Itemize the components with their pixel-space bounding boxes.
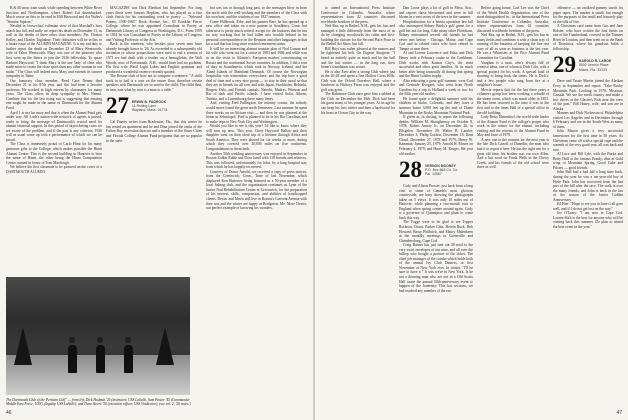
paragraph: Before going home, Carl Lee was the Chief of the World Health Organization, one of the most distinguished in... in the International Press Institute Conference in Columbo, Australia, where representatives from 42 countries discussed worldwide freedom of the press.: [477, 6, 550, 33]
secretary-street: 5000 Vernon Place: [579, 63, 609, 68]
paragraph: Ned Rea, up in Bethel, N.H., gets his fun in many fields and combines it with a clean way of running of the business of keeping the fine rest cozy of all as soon as business is the last year. He ran a Whimsies at the Pico Alumni Fund Committee for Carolina.: [477, 33, 549, 61]
left-page: [0, 0, 313, 420]
paragraph: Cal Finerty writes from Bradenton, Fla., that this winter he has rented an apartment and he and Dina joined the ranks of the Fulton Bay recreation director and a member of the Sister Cities and Florida College Alumni Fund programs that are so popular in the state.: [106, 120, 202, 143]
paragraph: John Mason gives a very successful Jamestown for the first time in 50 years. As Christmas came off with a special cape and the warmth of the very good year, all was back and rare.: [553, 129, 623, 152]
class-secretary-address: [579, 59, 611, 72]
secretary-street: 11 Rolling Lane: [132, 104, 157, 109]
class-year-header-29: [553, 52, 623, 78]
paragraph: Mannes and Dick Nickerson of Philadelphia visited Los Angeles and in December through 6 February and are in the South-West as many of them.: [553, 111, 623, 129]
right-column-1: [321, 6, 395, 115]
paragraph: If given as, in closing, to report the following deaths: William M. Shaughnessy on October 8, 1978; Robert Amory Jr., on December 26, in Ellsgelen, November 29; Walter B. Landor; December 3; Philip Gordon, December 18; Kent Cloud, December 27, 1978 and 1979; Henry W. Kamman, January 25, 1979; Arnold H. Moses on February 4, 1979; and Harry M. Kruger, 8th year old mother.: [399, 115, 473, 156]
paragraph: A Christmas card came from Gus and Jane Bolster, who have written the first thesis on one of the Cumberland, covered in the Thames River in London, and then went on to the Bank of Dominica, where his grandson holds a fellowship.: [553, 24, 623, 51]
paragraph: Would you like to see it this year? I'd like to know where they will turn up next. This year, Cheri Hayward Hallan and their daughter went on their ideal trip of a lifetime through Africa and South America. They were aboard for six weeks or more, during which they covered over 20,000 miles on five continents. Congratulations to them both.: [206, 124, 307, 151]
paragraph: but was ion or through long past, so the messages blew in from the north with the well-wishing and the members of the Class with his own best, and the wisdom of our 1927 reunion.: [206, 6, 307, 20]
paragraph: It will be an interesting alumni reunion plan of Ned Coman and his wife who went out for a cruise in 1983 and 1984 and while was in on the visits to Atlantic's European market, concentrating on Russia and the continental Soviet countries. In addition, I did a tour of duty in Scandinavia, which took in Norway, Iceland, and the Aland Islands of Mainland Denmark. Of course the Norwegian hospitality was tremendous everywhere, and the trip bore a good deal of time and a very nice group — to stay in their usual so-that they are in friends for all over and with Japan, Stockholm, Helsinki, Bergen, Oslo, and Finnish capitals, Nairobi, Madras, Winston and Rio of dark and Pacific islands. I have visited Sofia, Athens, Tunisia, and a Luxembourg there many times.: [206, 46, 307, 101]
paragraph: Cody and Alison Prosser, just back from a long visit to some of Canada's most glorious countryside, are busy showing the photographs taken on 5 views. It was only 10 miles out of Hanover, while planning a two-month visit to England when spring comes around again. Cody is a governor of Quinnipiac and plans to come back this way.: [399, 184, 473, 220]
paragraph: Nestled in 'cross-class' isthmian view of that Marshall's hors attack last fall, and sadly we report his death on December 11, as well as the deaths of three other class members: Pvt. Clinton Kelley, and Charles Tagliabue. Their obituaries will be in this or a future issue of the ALUMNI MAGAZINE. It is my sad duty to further report the death on December 23 of Mary Wentworth, wife of Tabor Wentworth. Mary was one of the pioneers who first went up the Sierra to join the 1926 fellowship. To quote Barbara Haywood: "I think Mary is the one 'lady' of class who made more to create the close spirit than any other woman in our midst." The Class will indeed miss Mary and extends its sincere sympathy to Tabor.: [6, 24, 102, 79]
paragraph: Our honorary class member, Reed Case Nenmi died December 21 in his 87th year, and tho' had been a favorite professor. He worked in high esteem by classmates for many years. The Class offers its deep sympathy to Mrs. Nenmi. Combine that for the last rising sun is suggesting that ensuing one might be made in the name of Dartmouth for the Alumni Fund.: [6, 78, 102, 111]
paragraph: Dave and Tassie Martin joined the Alaskan Ferry in September and report: "Take Rocky Mountain Park. Looking in 1978, Missouri, Canada. We see the north country and make a few drives at the Glacier's Park near the view of the past." Bill Haney, wife, and son are in Alaska.: [553, 79, 623, 111]
paragraph: Al and Lorene Lawrence and Edna and Dick Henry took a February cruise to the Caribbean. Dick works with Kansas City's, the most successful and other great families. At its much better after being unusually ill during that spring and the Hinni Golden trophy.: [399, 51, 473, 79]
person-figure: [68, 345, 77, 373]
club-photo: [6, 277, 190, 395]
left-column-2: [106, 6, 202, 143]
person-head: [125, 337, 131, 343]
paragraph: offensive — an oxidized gummy starch for paper tapes. The market is small, but enough for the purposes of the small and leisurely play of the folk of five.: [553, 6, 623, 24]
paragraph: And, visiting Fred Fullington, the infantry cousin, the nobody would move found the great north Tennessee. Last summer he spent three weeks on an African visit — and then he was planned at the home in Sebastopol. Fred is planned to be in his Rio Carolinas and to make trips to New York City and Washington.: [206, 101, 307, 124]
photo-caption: The Dartmouth Club of the Perisian Gulf" — from left, Dick Hudnutt '26 (instructor, USS LaSalle, Sam Pastor '45 (Commander Middle East Force, USN), flagship USS LaSalle), and Dave Steere '36 (executive officer, USS Vindicator), (see col. 2, '26 notes.): [6, 398, 191, 407]
secretary-name: ERWIN B. PADROCK: [132, 100, 167, 105]
paragraph: Bill Hoyt was rather pleased at the rumors and he tightened his belt. On Eugene Sturgeon: "I heard an entirely quite as much and by the hall and the last winter — in the long run, their home's foundation was secure.: [321, 46, 395, 70]
paragraph: The Baltimore Club once gave him a tabbed at the Club on December the 26th. Dick had been his guest many of his younger years. At its age he can keep his first winter and then a hardwood for his heart in Ocean City in the way.: [321, 92, 395, 115]
paragraph: Vaughan is a man, who's always full of creative ideas, one of whom is Dick Cole, with a special project for his work. A special kind of drawing to bring back the times. He is Dick's, and a few people who rang from fire at a neighbor's house.: [477, 60, 549, 88]
paragraph: The Fogge were to be glad to see Topper Rosbrow, Dawn, Parker Chin, Herein Buck, Bob Howard, Bassy Philbrick, and Maury Malenkeen at the monthly meetings in Greenville and Chambersburg, Cape Cod.: [399, 220, 473, 243]
paragraph: to attend an International Press Institute Conference in Columbo, Australia, where representatives from 42 countries discussed worldwide freedom of the press.: [321, 6, 395, 24]
person-figure: [124, 345, 133, 373]
secretary-city: Miami, Fla. 33133: [579, 67, 607, 72]
paragraph: Back in the nineteen, who besides poor seven men have already brought honor to '26. As exceeded to a subsequently old invitation or whose propositions were used to end a sermon of 1971 we had dealt with a feather on a hemoglobin, the Wali Woods, now of Portsmouth, N.H., would have had no problem. His first wife Wasil Light Lakes and English grammar and produced a wonderful essence recently quoted.: [106, 42, 202, 74]
paragraph: We believe the first classmate to be pictured on the cover of a DARTMOUTH ALUMNI: [6, 165, 102, 174]
class-year-header-28: [399, 157, 473, 183]
right-column-3: [477, 6, 549, 170]
right-column-2: [399, 6, 473, 293]
secretary-city: Pal. 14567: [425, 172, 442, 177]
person-head: [69, 337, 75, 343]
class-year-header-27: [106, 93, 202, 119]
paragraph: Al Luce and Bill Lyle, with the Burke and Betty Hull at the famous Bondy, dine at Gold wing of Mountain Spring. Good Cake and Pilotes — good friends.: [553, 152, 623, 170]
paragraph: A new one to the reunion for the next year is the late Dick Carroll of Dunedin, the man who had it to report it here. He has the right one for a great old time; his brother was our own Allen. And a last word on Frank Wells in the Cherry Creek, and his friends of the old school were there as well.: [477, 137, 549, 170]
paragraph: Joe O'Leary: "I am now in Cape Cod. Lauren Stith is the best for anyone who will be coming back this summer. Do plan to attend the best event in the year.": [553, 211, 623, 229]
paragraph: Courtesy of Donor Arnold, we received a copy of press notices, from the Greenwich, Conn., Time of last November, which displayed Ken Butterow being honored as a 50-year member of a local fishing club, and the organization continues as Lynn of the Junior Nad Rehabilitation Center at Greenwich, for the preparation of his interest, skills, compassion, and abilities of handicapped clients. Dexter and Mavis still live in Boston's Convent Avenue with their son and the winter are happy at Bridgeton, Me. More Dexter, our perfect example of knowing his wonders.: [206, 169, 307, 211]
page-number: 47: [616, 410, 622, 416]
class-year-number: 27: [106, 93, 129, 119]
paragraph: Come Hillbrook, Erbe, and his partner Bert, he has opened up a new office and taken on a new partner in Southbury, Conn. but otherwise is pretty much retired, except for the business that he has no way working that he had fallen into trouble behind in his personal correspondence on the Reunion and other languages in that for a sail that has long since reached retirement status.: [206, 19, 307, 47]
person-head: [97, 337, 103, 343]
tree-shape: [14, 327, 32, 365]
secretary-name: HAROLD R. LAROE: [579, 59, 612, 64]
paragraph: Mercia reports that for the last three years a volunteer group has been working a rebuild of the steam room, which was much older in 1855. He has been restored to the time it was in the first and to the times Hall of a special office in the old building.: [477, 87, 549, 115]
paragraph: April 1 is not far away and that is when the Alumni Fund gets under way. All Loeb's nation-wide network of agents is poised, ready to bring the message of Dartmouth's crucial need for alumni financial support. In this period of skyrocketing costs we are aware of the problem, and if the past is any criterion, 1926 will as usual come up with a performance of which we can be proud.: [6, 110, 102, 142]
page-number: 46: [6, 410, 12, 416]
paragraph: Hospitalization for a hernia operation last fall also interrupted Sidney Hardy's golf game for a golf bet not for long. Like many other Floridians, Sidney entertained several old friends he had never met before - Chicago, Maine, and Cape Cod and in related cities who have retired to Tampa or near there.: [399, 19, 473, 51]
class-secretary-address: [425, 164, 458, 177]
class-year-number: 29: [553, 52, 576, 78]
paragraph: Ed Hier: "Hope to see you in June if all goes well, and if I do not get lost on the way.": [553, 202, 623, 211]
right-page: [315, 0, 628, 420]
paragraph: Lady Betsy Elmendorf, the world-wide leader of the Alumni Fund is the college's proper who work in the winter for the alumni, including visiting and the retreats of the Alumni Fund in May and June of 1979.: [477, 115, 549, 138]
paragraph: John Ball had a bad fall a long time back, during the year he was a ten-year-old boy at Hyde Park. John has recovered from the last part of the hill after the race. The walk is over the many friends, and John is back in the fun of the season of the Junior Golden Anniversary.: [553, 170, 623, 202]
secretary-name: VERNON MOONEY: [425, 163, 456, 168]
left-column-3: [206, 6, 307, 211]
class-secretary-address: [132, 100, 167, 113]
paragraph: The Class is immensely proud of Carlo Himi for his many generous gifts to the College, which makes possible the Hinni Alumni Center. This is the second building in Hanover to bear the name of Hinni, the other being the Hinni Computation Center, named in honor of Tom Murdough.: [6, 142, 102, 165]
paragraph: Another 50th wedding anniversary was enjoyed in September in Boston Zolkin Eddie and Dora Jamil with 118 friends and relatives. This was followed, unfortunately for John, by a long hospital stay from which he has happily recovered.: [206, 151, 307, 170]
left-column-1: [6, 6, 102, 174]
paragraph: Craig Haines has just sent out 40 mail to the very exact envelopes of our nine, and all over the hilltop who bought a portion of the ticket. The chief job-manager of the combo which holds both of the annual Ivy Club Dinners, or first November at New York ever. In winter, "I'll be sure to have it " It was we're in New York. Is he not a thinning man who are not in a Old Scotts Hall cause the annual 50th-anniversary event to happen of the fraternity. This last sections, we had reached any member of the ear.: [399, 243, 473, 293]
paragraph: B & M snow train south while speeding between White River Junction and Northampton, where Robert Caí disembarked. Much worse on this to be read in Hill Harwood and Art Wales's "Senator Squirm.": [6, 6, 102, 24]
paragraph: He is also Ever after a strong Club where just in the 26-28 and spent a fine Hallow Cross Hills. Club was the Orford Travelers Hall, where a luncheon at Hickory Farm was enjoyed and the golf was great.: [321, 69, 395, 92]
secretary-city: Wayland, Mass. 01778: [132, 108, 168, 113]
paragraph: He found quite a delightful summer with his children in Idaho, Colorado, and they have a summer home 3,000 feet up the mid of Dome Mountain in the Rocky Mountain National Park.: [399, 96, 473, 115]
right-column-4: [553, 6, 623, 230]
paragraph: Ned Rea, up in Bethel, N.H., gets his fun, and managed a little differently from the most of us do by changing woodworks his cabin and first-building the cloister for the Second Place Prize in the Bethel Art Show last fall.: [321, 24, 395, 47]
tree-shape: [156, 327, 174, 365]
person-figure: [96, 345, 105, 373]
class-year-number: 28: [399, 157, 422, 183]
paragraph: Dan Loose plays a lot of golf in Mesa, Ariz., and reports those blossomed and were in full bloom in a vast series of the trees in the summer.: [399, 6, 473, 20]
paragraph: Also educating a great golf summer, were Carl and Gertrude Kvegard, who went from North Carolina for a trip to Holland a week or two for the 50th year old mother.: [399, 78, 473, 97]
paragraph: MAGAZINE was Dick Eberhart last September. For long years those were famous Hopkins, who has played so a fine cloth finish for his outstanding work in poetry — "Selected Poems, 1930-1965" Book Avenue, Inc., 85 Franklin Pierce College, where he was appointed Consultant in Poetry at Dartmouth Library of Congress in Washington, D.C. From 1959 to 1961 he was Consultant in Poetry at the Library of Congress and Visiting Professor of the Arts.: [106, 6, 202, 42]
paragraph: The Boston club of how not to compose a sentence: "A child track in to hail is a corn on the entree floor, therefore certain speakers with Dartmouth are so used to the child. The child then, in turn, eats what by now is a man or a table.": [106, 74, 202, 92]
secretary-street: P.O. Box 668 Cir. Co.: [425, 167, 459, 172]
